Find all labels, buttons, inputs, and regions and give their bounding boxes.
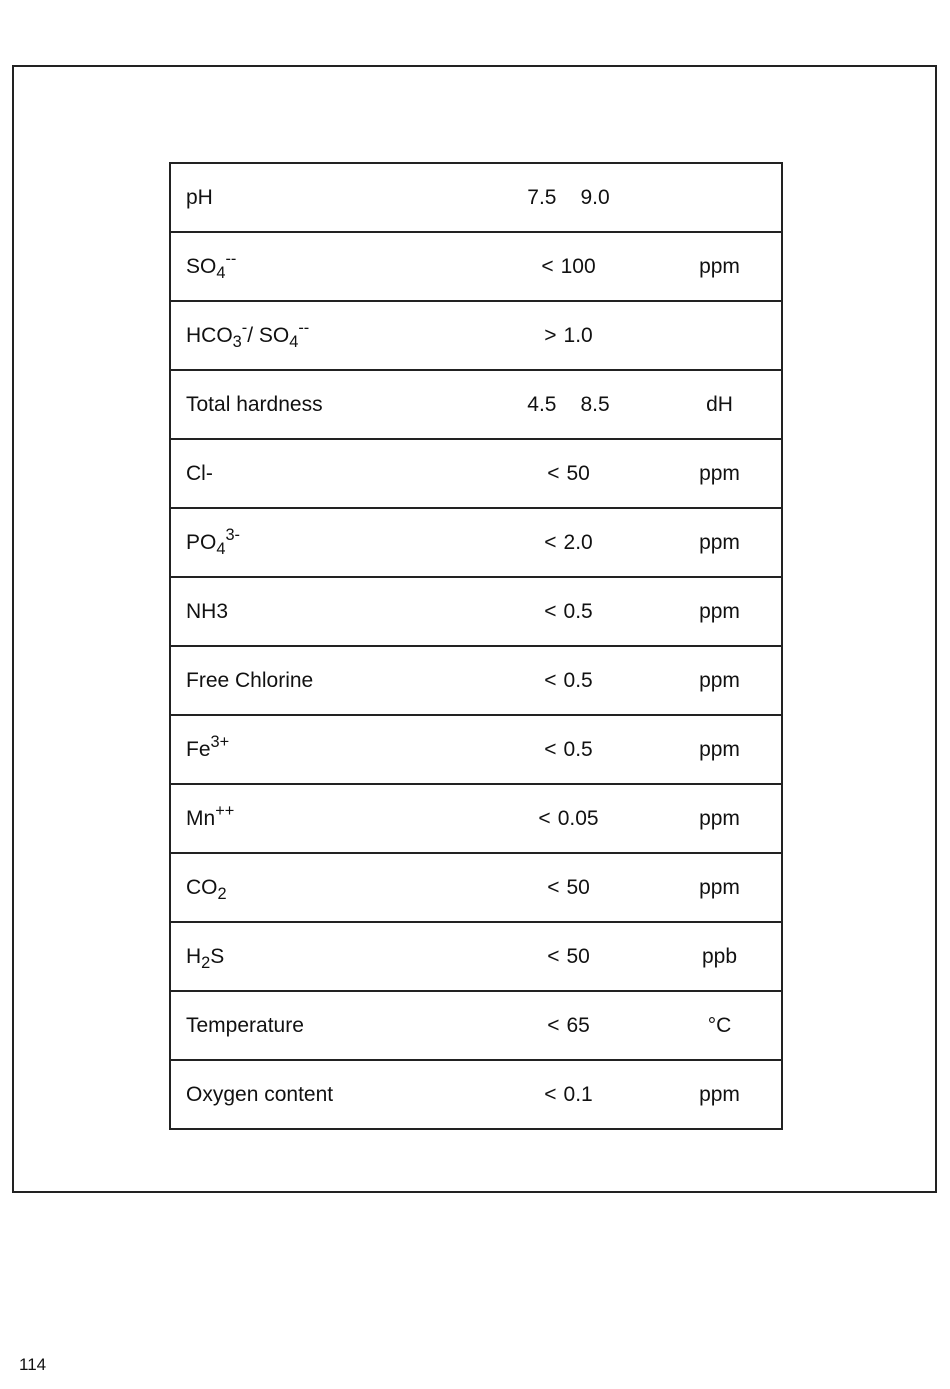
unit: ppm (666, 577, 782, 646)
limit-value: < 0.5 (471, 577, 666, 646)
table-row (170, 163, 782, 232)
unit: ppm (666, 508, 782, 577)
limit-value: < 2.0 (471, 508, 666, 577)
water-quality-table (169, 162, 783, 1130)
unit: ppm (666, 853, 782, 922)
table-row (170, 577, 782, 646)
parameter-name: NH3 (170, 577, 471, 646)
unit (666, 301, 782, 370)
table-row (170, 232, 782, 301)
limit-value: < 50 (471, 853, 666, 922)
parameter-name: Mn++ (170, 784, 471, 853)
unit: ppm (666, 232, 782, 301)
limit-value: < 0.1 (544, 1082, 593, 1106)
unit: ppm (666, 646, 782, 715)
table-row (170, 715, 782, 784)
unit: ppm (666, 784, 782, 853)
parameter-name: $CO_2$ (170, 853, 471, 922)
limit-value: < 50 (471, 922, 666, 991)
table-row (170, 922, 782, 991)
table-row (170, 301, 782, 370)
limit-value: < 50 (471, 439, 666, 508)
parameter-name: Temperature (170, 991, 471, 1060)
unit: ppm (699, 1082, 740, 1106)
unit (666, 163, 782, 232)
table-row (170, 784, 782, 853)
limit-value: < 0.5 (471, 646, 666, 715)
unit: ppm (666, 715, 782, 784)
parameter-name: $SO_4^{--}$ (170, 232, 471, 301)
table-row (170, 646, 782, 715)
unit: dH (666, 370, 782, 439)
limit-value: < 100 (471, 232, 666, 301)
parameter-name: Cl- (170, 439, 471, 508)
unit: ppm (666, 439, 782, 508)
parameter-name: Total hardness (170, 370, 471, 439)
parameter-name: $H_2S$ (170, 922, 471, 991)
table-row (170, 1060, 782, 1129)
limit-value: < 65 (471, 991, 666, 1060)
parameter-name: $HCO_3^-/$ $SO_4^{--}$ (170, 301, 471, 370)
limit-value: < 0.5 (471, 715, 666, 784)
limit-value: 4.5 8.5 (471, 370, 666, 439)
limit-value: 7.5 9.0 (471, 163, 666, 232)
table-row (170, 370, 782, 439)
table-row (170, 991, 782, 1060)
table-row (170, 439, 782, 508)
page-number: 114 (19, 1355, 47, 1374)
unit: ppb (666, 922, 782, 991)
parameter-name: pH (170, 163, 471, 232)
table-row (170, 853, 782, 922)
parameter-name: Oxygen content (186, 1082, 334, 1106)
limit-value: < 0.05 (471, 784, 666, 853)
unit: °C (666, 991, 782, 1060)
parameter-name: $Fe^{3+}$ (170, 715, 471, 784)
limit-value: > 1.0 (471, 301, 666, 370)
table-row (170, 508, 782, 577)
parameter-name: $PO_4^{3-}$ (170, 508, 471, 577)
parameter-name: Free Chlorine (170, 646, 471, 715)
